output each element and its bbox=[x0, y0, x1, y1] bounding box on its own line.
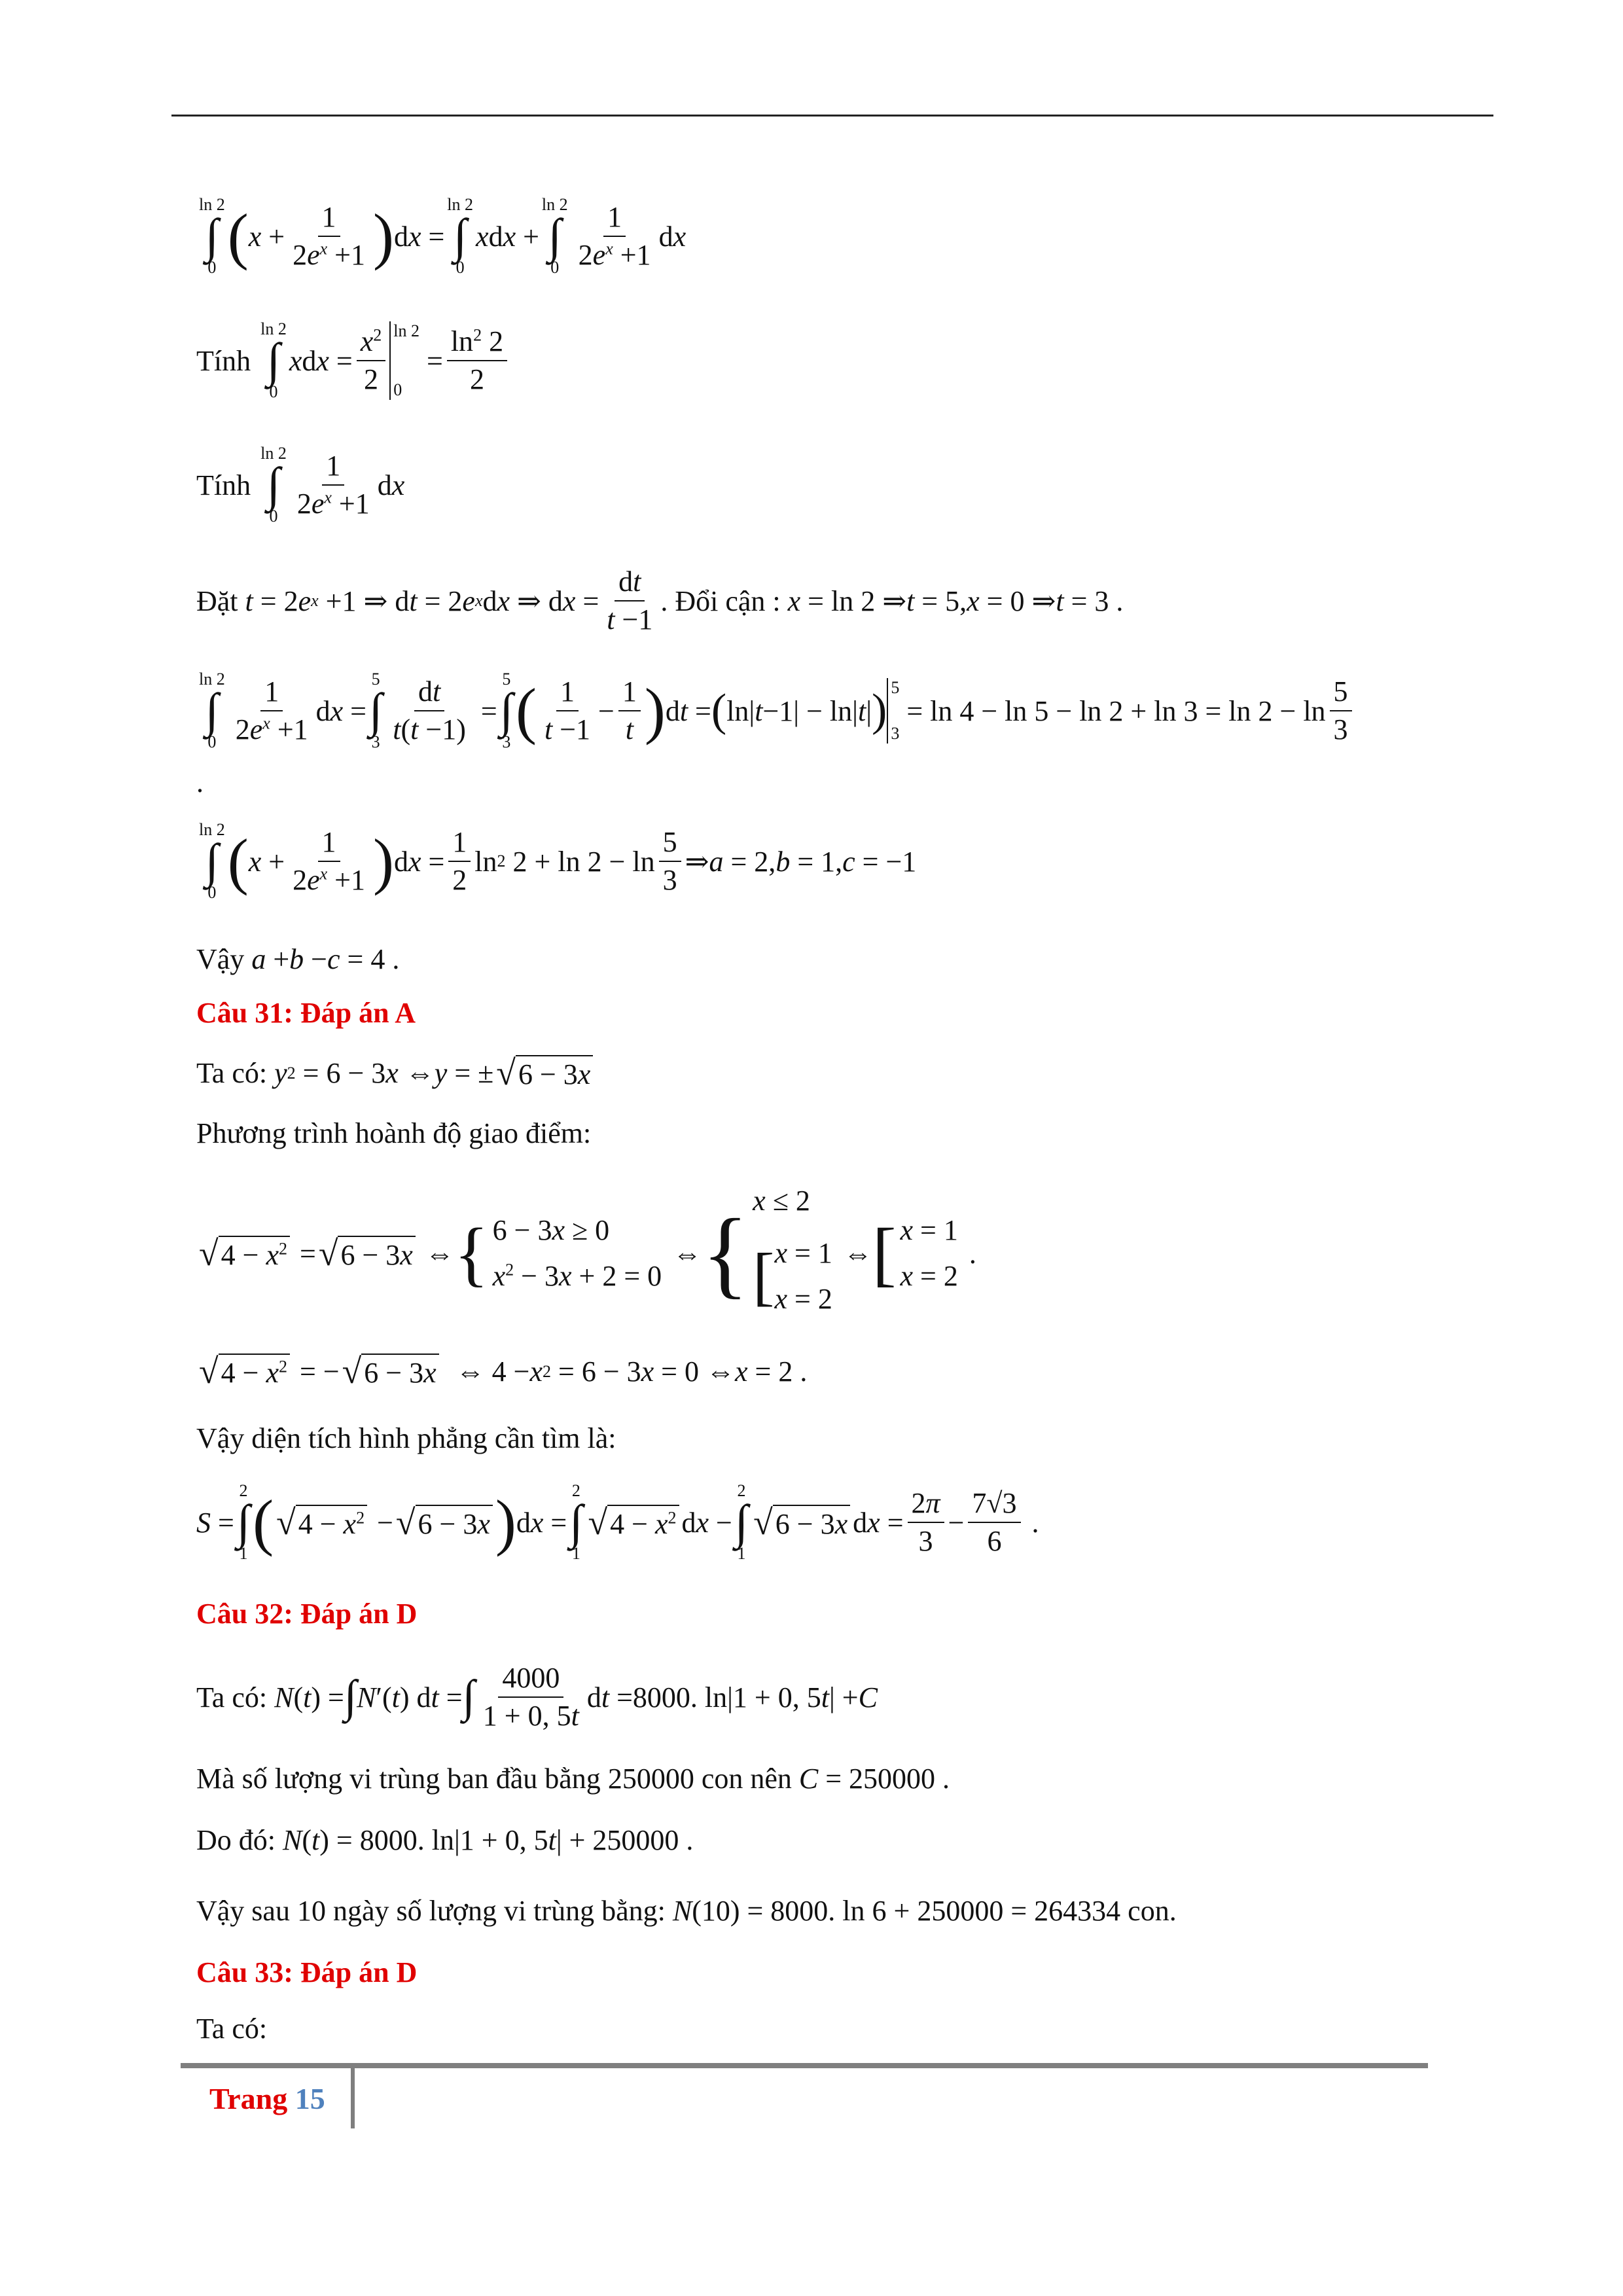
equation-tinh-1: Tính ln 2 ∫ 0 x d x = $\frac{x^2}{2}$ ln 2 0 = $\frac{\ln^2 2}{2}$ bbox=[196, 321, 511, 401]
heading-cau-31: Câu 31: Đáp án A bbox=[196, 997, 416, 1029]
q32-integral: Ta có: N ( t ) = ∫ N ′( t ) d t = ∫ $\frac{4000}{1 + 0, 5t}$ d t =8000. ln|1 + 0, 5 t | + C bbox=[196, 1662, 878, 1732]
label-tinh-2: Tính bbox=[196, 469, 251, 501]
q31-text-pt: Phương trình hoành độ giao điểm: bbox=[196, 1117, 592, 1149]
period-text: . bbox=[196, 766, 204, 798]
heading-cau-32: Câu 32: Đáp án D bbox=[196, 1598, 418, 1630]
label-do-do: Do đó: bbox=[196, 1824, 276, 1856]
heading-cau-33: Câu 33: Đáp án D bbox=[196, 1956, 418, 1988]
q32-line2-number: 250000 bbox=[607, 1763, 694, 1795]
footer-label: Trang bbox=[209, 2082, 288, 2115]
q32-line2-text-b: con nên bbox=[701, 1763, 792, 1795]
conclusion-q30: Vậy a + b − c = 4 . bbox=[196, 943, 400, 975]
label-vay-1: Vậy bbox=[196, 943, 245, 975]
q32-final: Vậy sau 10 ngày số lượng vi trùng bằng: N (10) = 8000. ln 6 + 250000 = 264334 con. bbox=[196, 1895, 1177, 1927]
footer-separator bbox=[351, 2068, 355, 2128]
q31-second-equation: √ $4 - x^2$ = − √ 6 − 3x ⇔ 4 − x 2 = 6 − 3 x = 0 ⇔ x = 2 . bbox=[199, 1352, 808, 1391]
q31-area-formula: S = 2 ∫ 1 ( √ $4 - x^2$ − √ 6 − 3x ) d x = 2 ∫ 1 √ $4 - x^2$ d x − 2 ∫ 1 √ 6 − 3x d x = $\frac{2\pi}{3}$ − $\frac{7√3}{6}$ . bbox=[196, 1481, 1039, 1564]
header-rule bbox=[171, 115, 1493, 117]
q32-result-formula: Do đó: N ( t ) = 8000. ln|1 + 0, 5 t | + 250000 . bbox=[196, 1824, 694, 1856]
q32-line4-a: Vậy sau bbox=[196, 1895, 290, 1927]
label-dat: Đặt bbox=[196, 584, 238, 617]
page-footer bbox=[209, 2081, 325, 2116]
equation-partial-fraction: ln 2 ∫ 0 $\frac{1}{2e^x +1}$ d x = 5 ∫ 3 $\frac{dt}{t(t -1)}$ = 5 ∫ 3 ( $\frac{1}{t -1}$ − $\frac{1}{t}$ ) d t = ( ln| t −1| − ln| t | ) 5 3 = ln 4 − ln 5 − ln 2 + ln 3 = ln 2 − ln $\frac{5}{3}$ bbox=[196, 671, 1356, 751]
label-doi-can: . Đổi cận : bbox=[660, 584, 781, 617]
q32-line4-b: ngày số lượng vi trùng bằng: bbox=[332, 1895, 666, 1927]
equation-substitution: Đặt t = 2 e x +1 ⇒ d t = 2 e x d x ⇒ d x = $\frac{dt}{t -1}$ . Đổi cận : x = ln 2 ⇒ t = 5, x = 0 ⇒ t = 3 . bbox=[196, 565, 1124, 636]
q31-text-area: Vậy diện tích hình phẳng cần tìm là: bbox=[196, 1422, 616, 1454]
footer-rule bbox=[181, 2063, 1428, 2068]
equation-split-integral: ln 2 ∫ 0 ( x + $\frac{1}{2e^x +1}$ ) d x = ln 2 ∫ 0 x d x + ln 2 ∫ 0 $\frac{1}{2e^x +1}$ d x bbox=[199, 195, 687, 278]
q32-initial-condition: Mà số lượng vi trùng ban đầu bằng 250000 con nên C = 250000 . bbox=[196, 1763, 950, 1795]
label-tinh-1: Tính bbox=[196, 344, 251, 377]
equation-tinh-2: Tính ln 2 ∫ 0 $\frac{1}{2e^x +1}$ d x bbox=[196, 444, 405, 526]
q33-line1: Ta có: bbox=[196, 2013, 268, 2045]
q31-system-equation: √ $4 - x^2$ = √ 6 − 3x ⇔ { 6 − 3x ≥ 0 $x^2 - 3x + 2 = 0$ ⇔ { x ≤ 2 [ x = 1 x = 2 ⇔ [ x = 1 x = 2 . bbox=[199, 1185, 976, 1316]
q32-line4-c: 264334 bbox=[1034, 1895, 1121, 1927]
page-number: 15 bbox=[294, 2082, 325, 2115]
q32-line2-text: Mà số lượng vi trùng ban đầu bằng bbox=[196, 1763, 601, 1795]
label-ta-co-32: Ta có: bbox=[196, 1681, 268, 1713]
equation-result-abc: ln 2 ∫ 0 ( x + $\frac{1}{2e^x +1}$ ) d x = $\frac{1}{2}$ ln 2 2 + ln 2 − ln $\frac{5}{3}$ ⇒ a = 2, b = 1, c = −1 bbox=[199, 820, 917, 903]
q31-line-ta-co: Ta có: y 2 = 6 − 3 x ⇔ y = ± √ 6 − 3x bbox=[196, 1055, 596, 1091]
q32-line4-num: 10 bbox=[296, 1895, 326, 1927]
stray-period bbox=[196, 766, 204, 799]
q32-line4-d: con. bbox=[1128, 1895, 1177, 1927]
label-ta-co-31: Ta có: bbox=[196, 1057, 268, 1089]
